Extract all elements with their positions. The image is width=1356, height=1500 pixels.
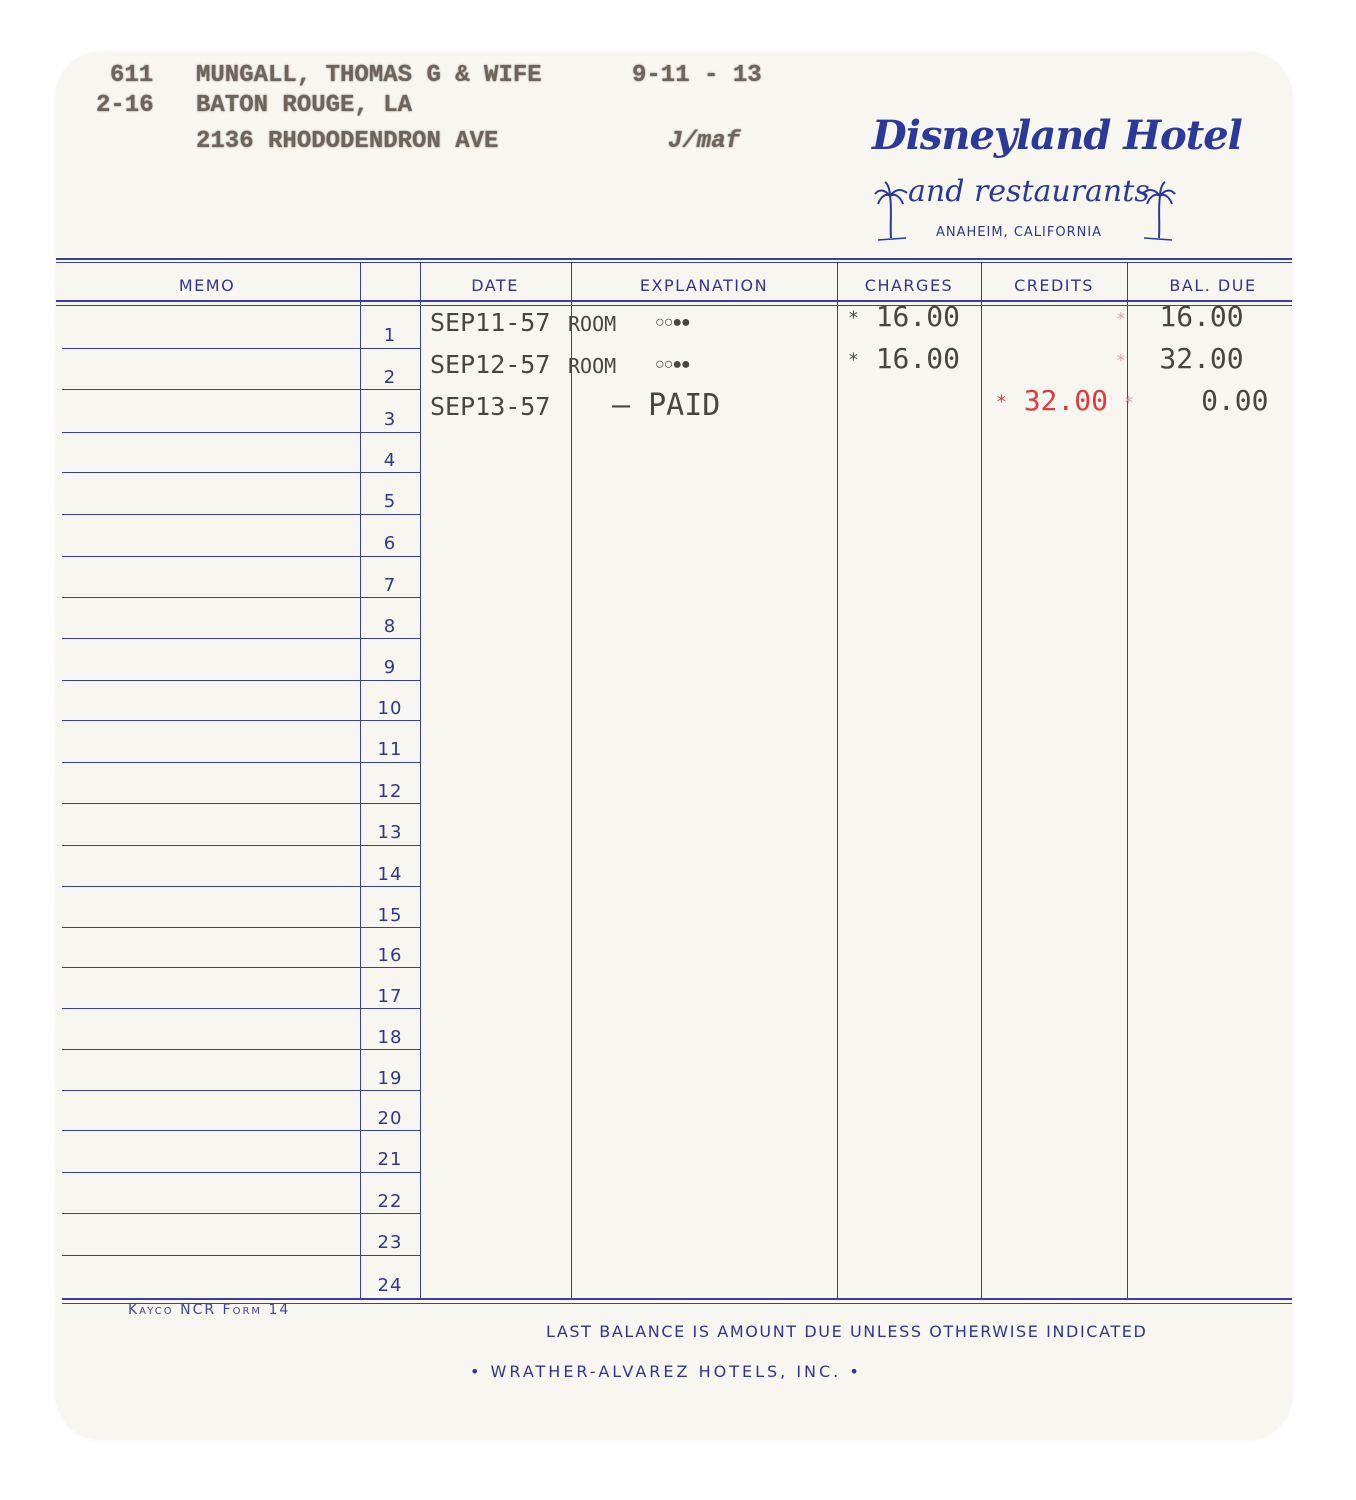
memo-row-line xyxy=(62,886,360,887)
line-number: 11 xyxy=(377,739,403,760)
num-row-line xyxy=(360,1049,420,1050)
num-row-line xyxy=(360,967,420,968)
line-number: 7 xyxy=(383,574,397,596)
line-number: 21 xyxy=(377,1149,403,1170)
clerk-initials: J/maf xyxy=(668,128,741,155)
num-row-line xyxy=(360,348,420,349)
col-divider-date xyxy=(571,262,572,1300)
line-number: 10 xyxy=(377,698,403,719)
line-number: 15 xyxy=(377,904,403,926)
memo-row-line xyxy=(62,762,360,763)
num-row-line xyxy=(360,803,420,804)
entry-3-explanation: — PAID xyxy=(612,388,721,423)
line-number: 18 xyxy=(377,1026,403,1048)
memo-row-line xyxy=(62,638,360,639)
guest-city: BATON ROUGE, LA xyxy=(196,92,413,119)
num-row-line xyxy=(360,1172,420,1173)
form-number: Kayco NCR Form 14 xyxy=(128,1302,291,1318)
memo-row-line xyxy=(62,472,360,473)
num-row-line xyxy=(360,1255,420,1256)
credit-star-icon: * xyxy=(996,391,1007,413)
memo-row-line xyxy=(62,1213,360,1214)
col-header-credits: CREDITS xyxy=(1014,276,1094,295)
memo-row-line xyxy=(62,1255,360,1256)
palm-tree-right-icon xyxy=(1142,180,1176,242)
line-number: 13 xyxy=(377,822,403,843)
num-row-line xyxy=(360,514,420,515)
hotel-logo-name: Disneyland Hotel xyxy=(872,112,1242,159)
hotel-location: ANAHEIM, CALIFORNIA xyxy=(936,225,1103,240)
rate-code: 2-16 xyxy=(96,92,154,119)
col-header-memo: MEMO xyxy=(178,276,236,295)
memo-row-line xyxy=(62,845,360,846)
table-bottom-rule xyxy=(62,1298,1292,1300)
entry-2-charge-row xyxy=(848,342,960,375)
line-number: 24 xyxy=(377,1274,403,1296)
line-number: 3 xyxy=(383,408,397,430)
line-number: 8 xyxy=(383,615,397,637)
entry-3-credit-row xyxy=(996,384,1108,417)
hotel-bill-card xyxy=(56,52,1292,1440)
num-row-line xyxy=(360,886,420,887)
room-number: 611 xyxy=(110,62,154,89)
entry-2-balance: 32.00 xyxy=(1159,342,1244,375)
hotel-company: • WRATHER-ALVAREZ HOTELS, INC. • xyxy=(470,1362,862,1381)
line-number: 9 xyxy=(383,657,397,678)
hotel-logo-sub: and restaurants xyxy=(908,174,1150,209)
line-number: 19 xyxy=(377,1067,403,1089)
line-number: 5 xyxy=(383,491,397,512)
memo-row-line xyxy=(62,720,360,721)
entry-1-explanation: ROOM xyxy=(568,312,617,336)
guest-street: 2136 RHODODENDRON AVE xyxy=(196,128,499,155)
memo-row-line xyxy=(62,803,360,804)
guest-name: MUNGALL, THOMAS G & WIFE xyxy=(196,62,542,89)
entry-1-charge: 16.00 xyxy=(875,300,960,333)
memo-row-line xyxy=(62,1008,360,1009)
entry-1-balance: 16.00 xyxy=(1159,300,1244,333)
entry-2-code-icon: ○○●● xyxy=(655,356,690,373)
memo-row-line xyxy=(62,514,360,515)
memo-row-line xyxy=(62,432,360,433)
line-number: 6 xyxy=(383,533,397,554)
line-number: 4 xyxy=(383,450,397,471)
num-row-line xyxy=(360,432,420,433)
col-header-charges: CHARGES xyxy=(864,276,954,295)
table-top-rule xyxy=(56,258,1292,260)
entry-2-balance-row xyxy=(1116,342,1244,375)
entry-3-balance: 0.00 xyxy=(1201,384,1269,417)
entry-1-code-icon: ○○●● xyxy=(655,314,690,331)
memo-row-line xyxy=(62,389,360,390)
memo-row-line xyxy=(62,1172,360,1173)
col-divider-explanation xyxy=(837,262,838,1300)
line-number: 12 xyxy=(377,780,403,802)
entry-2-date: SEP12-57 xyxy=(430,350,551,379)
num-row-line xyxy=(360,1130,420,1131)
memo-row-line xyxy=(62,680,360,681)
num-row-line xyxy=(360,927,420,928)
num-row-line xyxy=(360,1090,420,1091)
entry-3-date: SEP13-57 xyxy=(430,392,551,421)
num-row-line xyxy=(360,720,420,721)
num-row-line xyxy=(360,1213,420,1214)
line-number: 20 xyxy=(377,1108,403,1129)
col-header-explanation: EXPLANATION xyxy=(639,276,769,295)
num-row-line xyxy=(360,597,420,598)
memo-row-line xyxy=(62,348,360,349)
memo-row-line xyxy=(62,927,360,928)
memo-row-line xyxy=(62,1090,360,1091)
col-divider-charges xyxy=(981,262,982,1300)
num-row-line xyxy=(360,1008,420,1009)
num-row-line xyxy=(360,389,420,390)
line-number: 22 xyxy=(377,1190,403,1212)
col-header-balance: BAL. DUE xyxy=(1169,276,1257,295)
charge-star-icon: * xyxy=(848,349,859,371)
line-number: 23 xyxy=(377,1232,403,1253)
memo-row-line xyxy=(62,967,360,968)
charge-star-icon: * xyxy=(848,307,859,329)
entry-2-explanation: ROOM xyxy=(568,354,617,378)
memo-row-line xyxy=(62,556,360,557)
entry-1-charge-row xyxy=(848,300,960,333)
num-row-line xyxy=(360,845,420,846)
col-divider-credits xyxy=(1127,262,1128,1300)
num-row-line xyxy=(360,638,420,639)
memo-row-line xyxy=(62,597,360,598)
balance-mark-3-icon: * xyxy=(1124,392,1134,412)
line-number: 16 xyxy=(377,945,403,966)
palm-tree-left-icon xyxy=(874,180,908,242)
stay-dates: 9-11 - 13 xyxy=(632,62,762,89)
entry-2-charge: 16.00 xyxy=(875,342,960,375)
header-bottom-rule xyxy=(56,300,1292,302)
entry-1-date: SEP11-57 xyxy=(430,308,551,337)
line-number: 1 xyxy=(383,325,397,346)
header-bottom-rule-2 xyxy=(56,305,1292,306)
num-row-line xyxy=(360,472,420,473)
col-divider-num xyxy=(420,262,421,1300)
memo-row-line xyxy=(62,1130,360,1131)
memo-row-line xyxy=(62,1049,360,1050)
num-row-line xyxy=(360,762,420,763)
balance-mark-2-icon: * xyxy=(1116,350,1126,370)
balance-notice: LAST BALANCE IS AMOUNT DUE UNLESS OTHERWISE INDICATED xyxy=(546,1322,1148,1341)
line-number: 17 xyxy=(377,985,403,1007)
entry-3-balance-row xyxy=(1124,384,1269,417)
num-row-line xyxy=(360,556,420,557)
col-header-date: DATE xyxy=(471,276,519,295)
num-row-line xyxy=(360,680,420,681)
table-top-rule-2 xyxy=(56,262,1292,263)
balance-mark-1-icon: * xyxy=(1116,308,1126,328)
entry-1-balance-row xyxy=(1116,300,1244,333)
line-number: 2 xyxy=(383,366,397,388)
line-number: 14 xyxy=(377,863,403,885)
entry-3-credit: 32.00 xyxy=(1023,384,1108,417)
